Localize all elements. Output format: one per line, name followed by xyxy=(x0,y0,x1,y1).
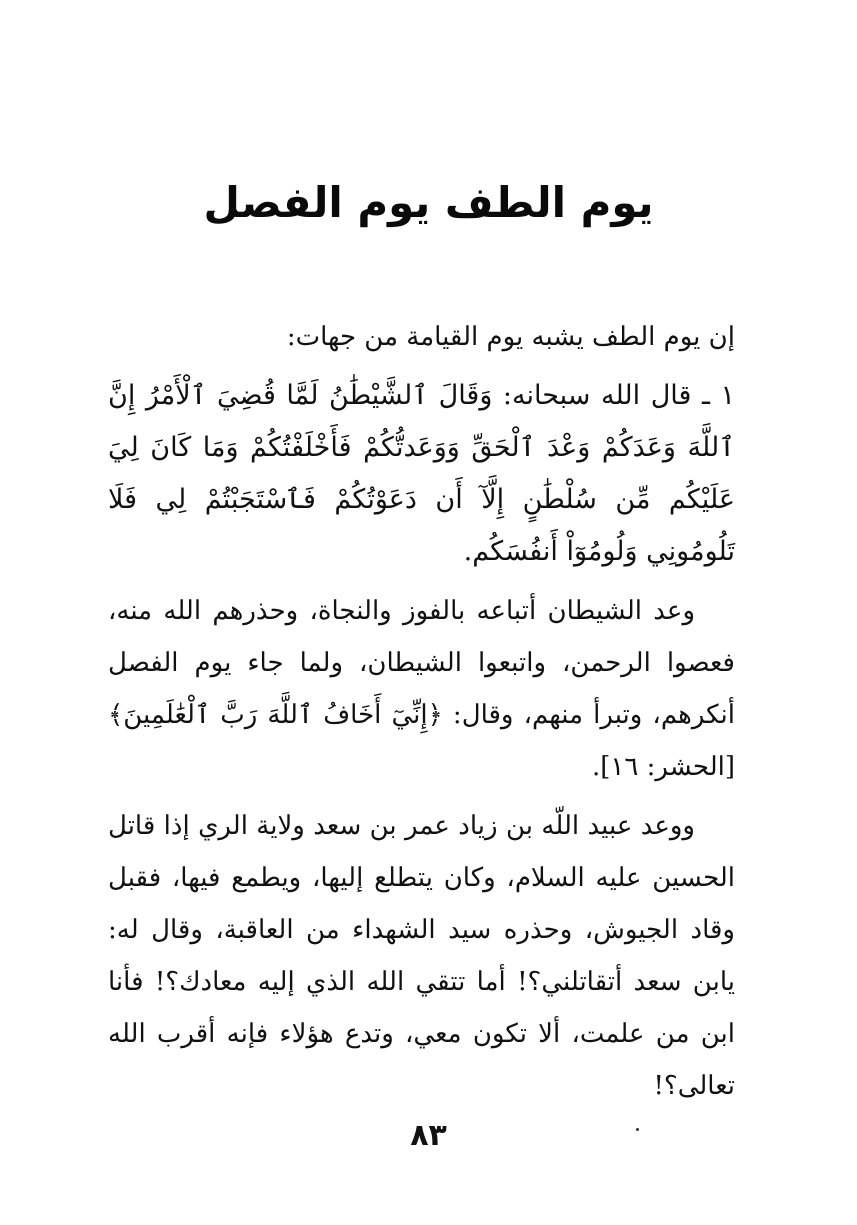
page-number: ٨٣ xyxy=(410,1118,447,1153)
paragraph-1-text: وعد الشيطان أتباعه بالفوز والنجاة، وحذرهم الله منه، فعصوا الرحمن، واتبعوا الشيطان، ولما جاء يوم الفصل أنكرهم، وتبرأ منهم، وقال: ﴿إِنِّيٓ أَخَافُ ٱللَّهَ رَبَّ ٱلْعَٰلَمِينَ﴾ [الحشر: ١٦]. xyxy=(108,596,735,782)
paragraph-2-text: ووعد عبيد اللّه بن زياد عمر بن سعد ولاية الري إذا قاتل الحسين عليه السلام، وكان يتطلع إليها، ويطمع فيها، فقبل وقاد الجيوش، وحذره سيد الشهداء من العاقبة، وقال له: يابن سعد أتقاتلني؟! أما تتقي الله الذي إليه معادك؟! فأنا ابن من علمت، ألا تكون معي، وتدع هؤلاء فإنه أقرب الله تعالى؟! xyxy=(108,811,735,1101)
paragraph-2 xyxy=(108,800,735,1112)
quran-passage: ١ ـ قال الله سبحانه: وَقَالَ ٱلشَّيْطَٰنُ لَمَّا قُضِيَ ٱلْأَمْرُ إِنَّ ٱللَّهَ وَعَدَكُمْ وَعْدَ ٱلْحَقِّ وَوَعَدتُّكُمْ فَأَخْلَفْتُكُمْ وَمَا كَانَ لِيَ عَلَيْكُم مِّن سُلْطَٰنٍ إِلَّآ أَن دَعَوْتُكُمْ فَٱسْتَجَبْتُمْ لِي فَلَا تَلُومُونِي وَلُومُوٓاْ أَنفُسَكُم. xyxy=(108,380,735,567)
print-speck xyxy=(636,1128,639,1131)
paragraph-1 xyxy=(108,585,735,793)
page-title: يوم الطف يوم الفصل xyxy=(203,178,654,227)
intro-paragraph: إن يوم الطف يشبه يوم القيامة من جهات: xyxy=(286,322,735,352)
